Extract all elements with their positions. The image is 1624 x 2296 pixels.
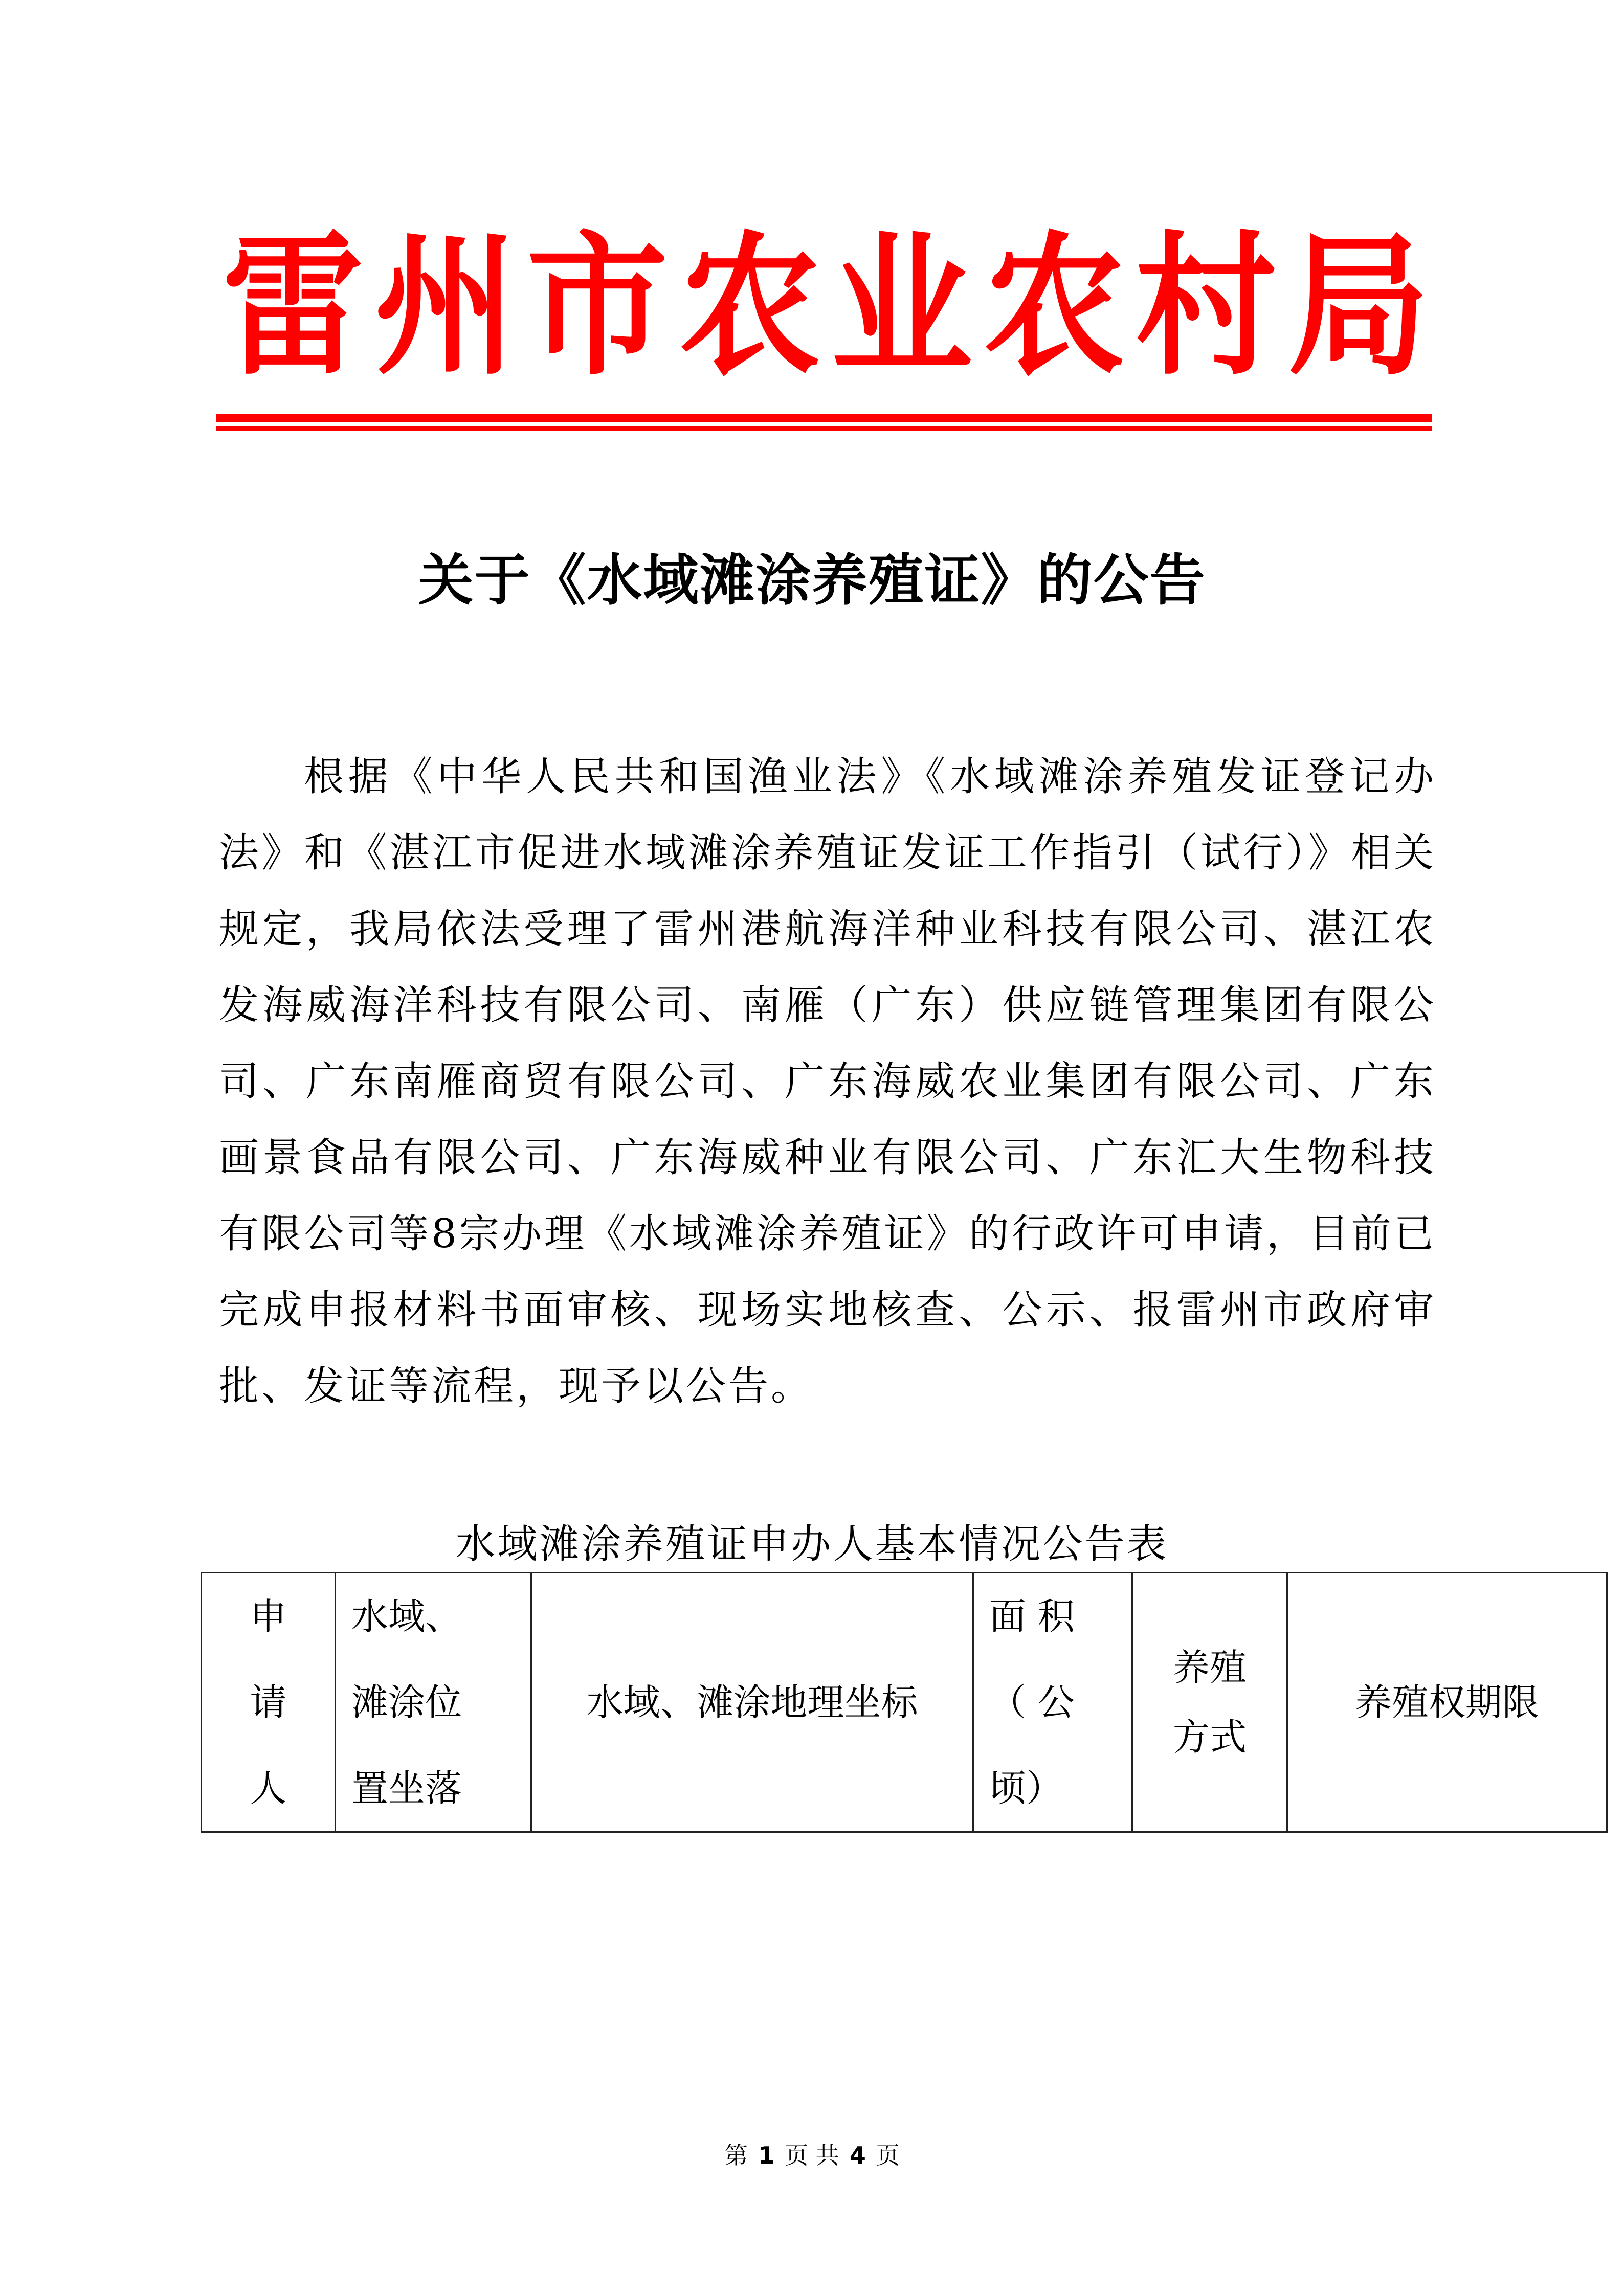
header-line: 水域、滩涂地理坐标 — [586, 1681, 918, 1724]
document-title: 关于《水域滩涂养殖证》的公告 — [418, 548, 1206, 613]
table-caption: 水域滩涂养殖证申办人基本情况公告表 — [455, 1521, 1169, 1567]
header-line: 水域、 — [351, 1595, 462, 1638]
header-term — [1287, 1573, 1607, 1832]
header-line: 请 — [250, 1681, 287, 1724]
announcement-body: 根据《中华人民共和国渔业法》《水域滩涂养殖发证登记办法》和《湛江市促进水域滩涂养殖证发证工作指引（试行）》相关规定，我局依法受理了雷州港航海洋种业科技有限公司、湛江农发海威海洋科技有限公司、南雁（广东）供应链管理集团有限公司、广东南雁商贸有限公司、广东海威农业集团有限公司、广东画景食品有限公司、广东海威种业有限公司、广东汇大生物科技有限公司等8宗办理《水域滩涂养殖证》的行政许可申请，目前已完成申报材料书面审核、现场实地核查、公示、报雷州市政府审批、发证等流程，现予以公告。 — [219, 754, 1436, 1409]
issuer-char: 村 — [1136, 217, 1277, 396]
applicant-info-table — [201, 1572, 1608, 1833]
issuer-char: 雷 — [222, 217, 364, 396]
page-footer — [0, 2137, 1624, 2173]
total-pages-number: 4 — [849, 2142, 866, 2169]
issuer-char: 州 — [374, 217, 516, 396]
header-location — [336, 1573, 531, 1832]
header-line: 方式 — [1172, 1716, 1247, 1759]
issuer-char: 业 — [831, 217, 973, 396]
header-area — [973, 1573, 1132, 1832]
header-applicant — [202, 1573, 336, 1832]
header-line: 顷） — [989, 1767, 1063, 1810]
red-divider-thin — [216, 426, 1432, 431]
footer-suffix: 页 — [876, 2142, 900, 2169]
header-farming-method — [1132, 1573, 1287, 1832]
header-line: 人 — [250, 1767, 287, 1810]
current-page-number: 1 — [758, 2142, 775, 2169]
header-line: 申 — [250, 1595, 287, 1638]
issuer-char: 市 — [526, 217, 668, 396]
header-line: 养殖 — [1172, 1646, 1247, 1689]
issuer-char: 农 — [983, 217, 1125, 396]
footer-prefix: 第 — [724, 2142, 748, 2169]
table-header-row — [202, 1573, 1607, 1832]
header-line: 滩涂位 — [351, 1681, 462, 1724]
header-line: 置坐落 — [351, 1767, 462, 1810]
issuer-char: 局 — [1287, 217, 1429, 396]
issuer-masthead — [216, 217, 1432, 396]
header-line: 面 积 — [989, 1595, 1075, 1638]
footer-middle: 页 共 — [785, 2142, 839, 2169]
header-line: （ 公 — [989, 1681, 1075, 1724]
header-coordinates — [531, 1573, 973, 1832]
red-divider-thick — [216, 414, 1432, 422]
issuer-char: 农 — [679, 217, 820, 396]
header-line: 养殖权期限 — [1354, 1681, 1539, 1724]
